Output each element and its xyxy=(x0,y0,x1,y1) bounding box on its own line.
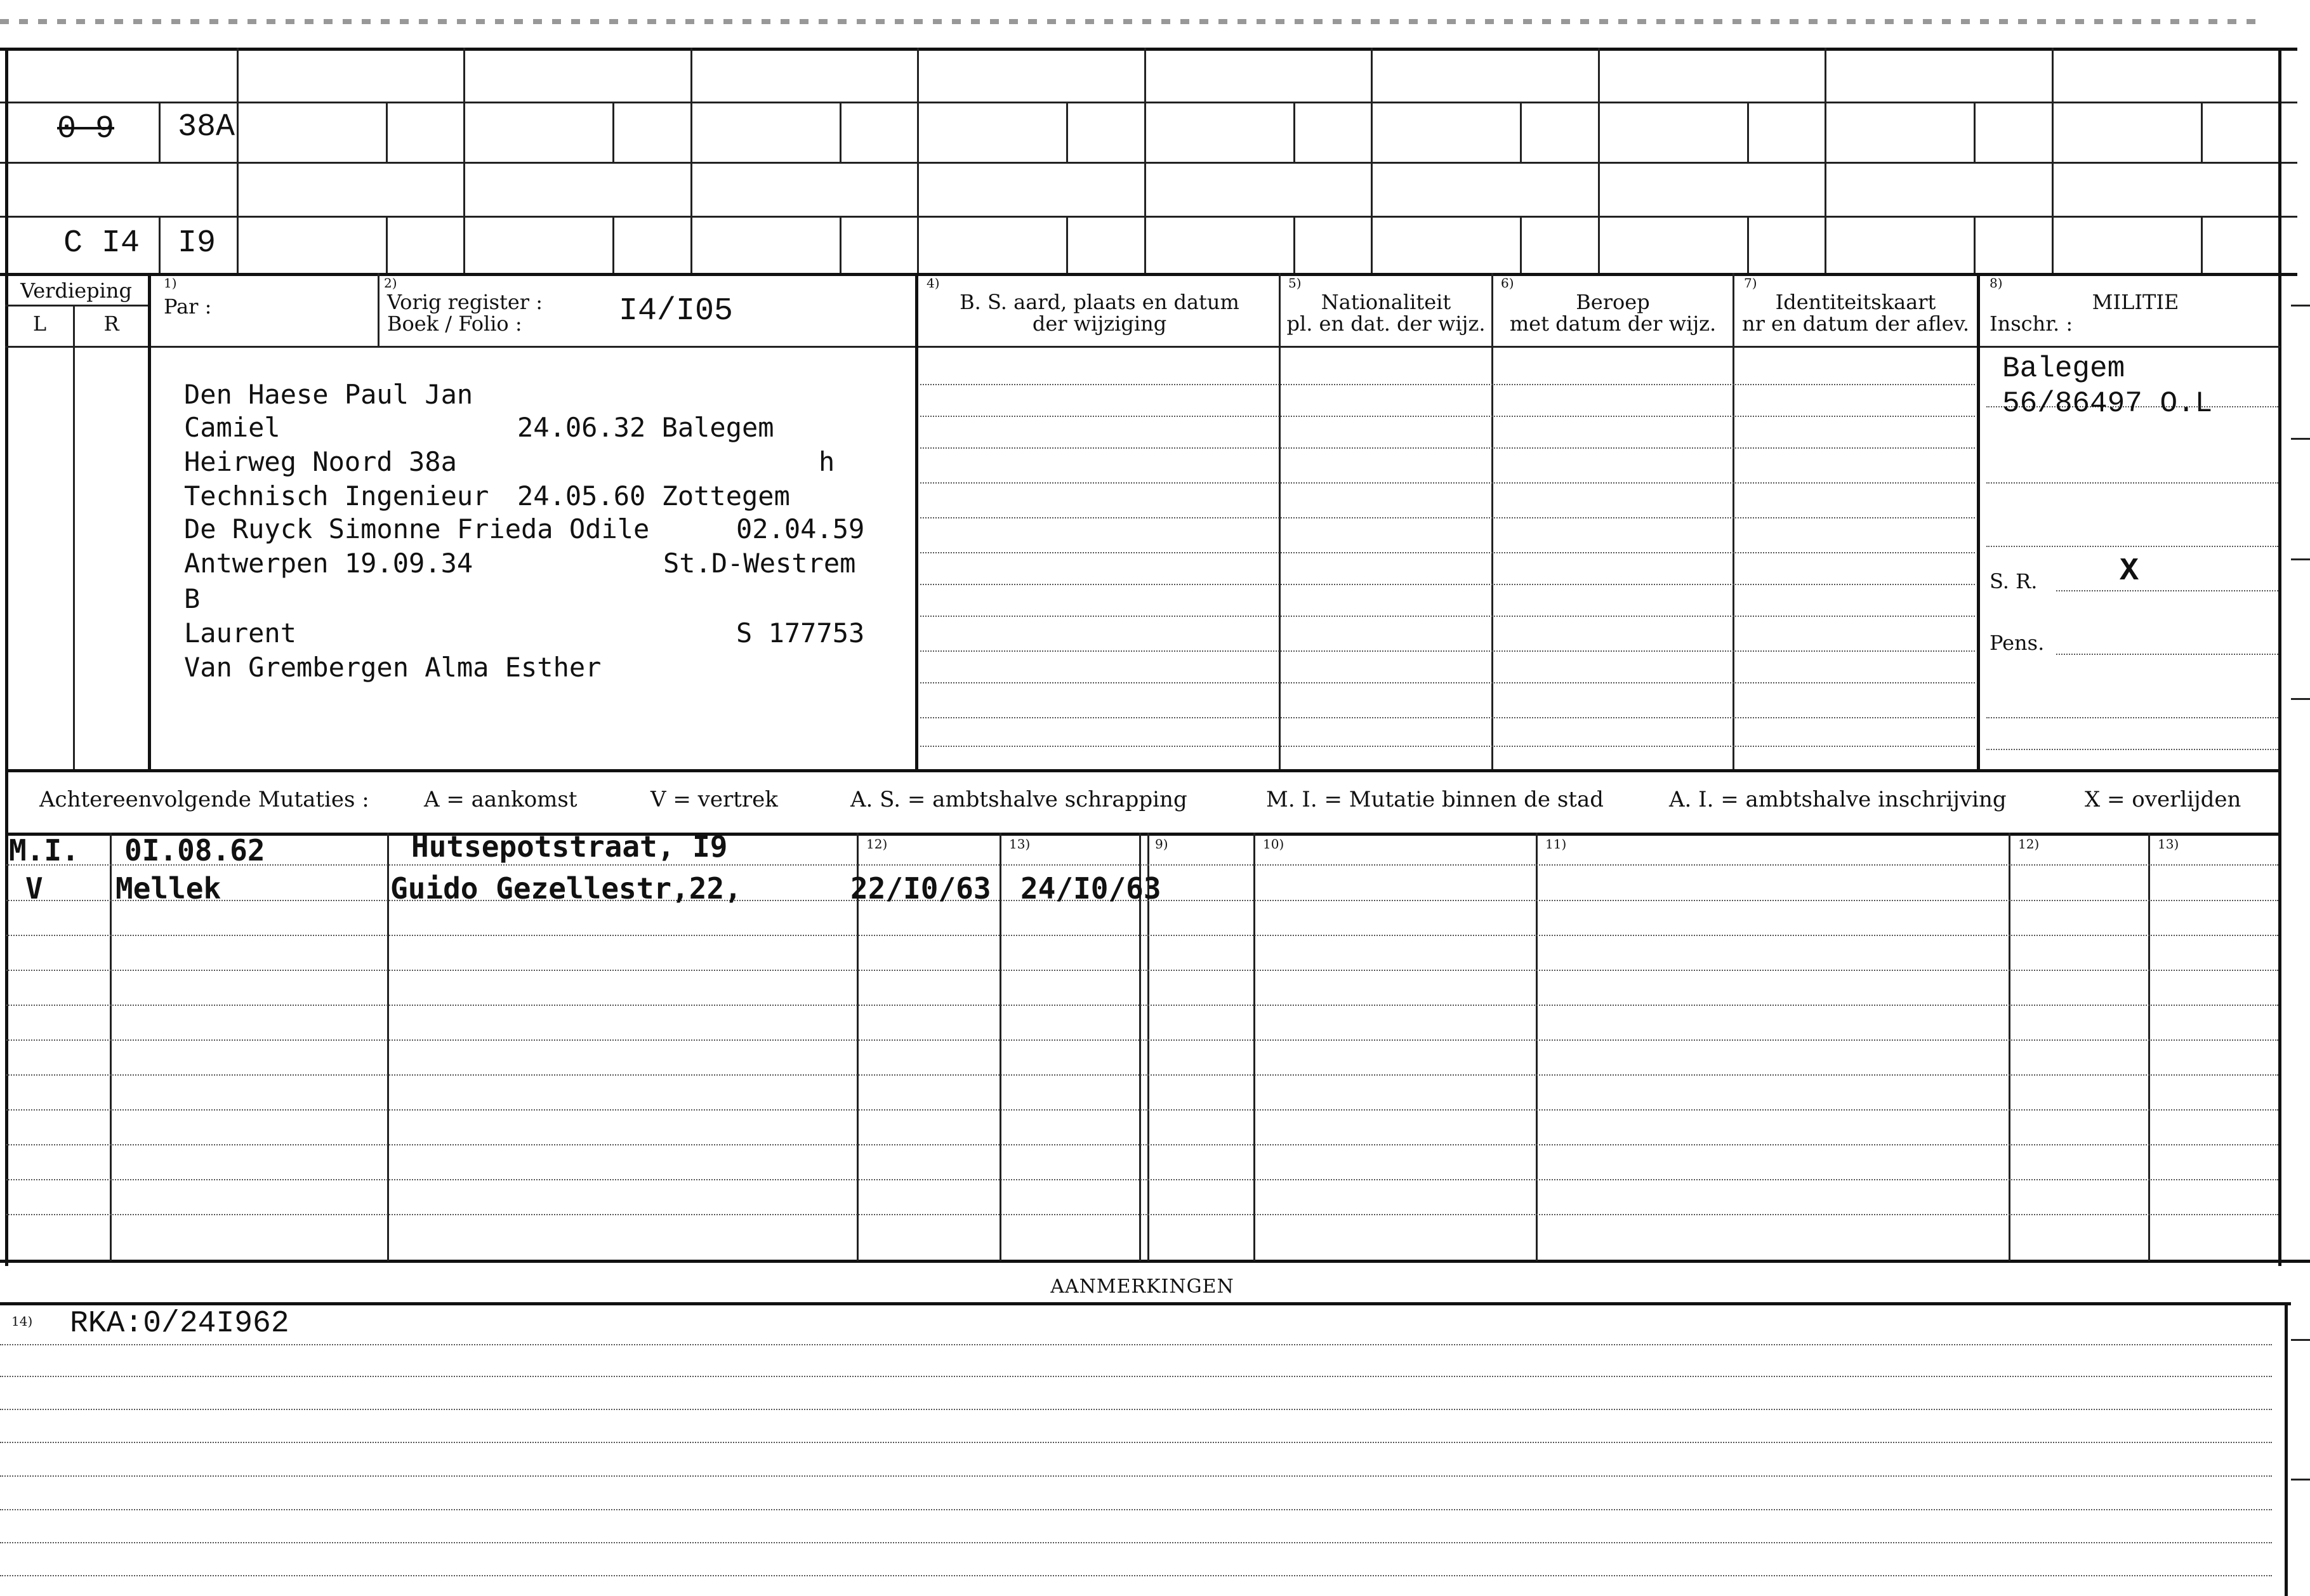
beroep-sublabel: met datum der wijz. xyxy=(1509,312,1717,336)
r-label: R xyxy=(103,312,119,336)
birth-date-place: 24.06.32 Balegem xyxy=(517,412,774,443)
nationaliteit-sublabel: pl. en dat. der wijz. xyxy=(1286,312,1486,336)
legend-a: A = aankomst xyxy=(424,787,578,812)
scan-edge-noise xyxy=(0,19,2259,24)
legend-as: A. S. = ambtshalve schrapping xyxy=(850,787,1187,812)
l-label: L xyxy=(32,312,47,336)
reference-number: S 177753 xyxy=(736,617,865,649)
person-firstname-extra: Camiel xyxy=(184,412,280,443)
field-number-1: 1) xyxy=(164,275,177,291)
spouse-birth: Antwerpen 19.09.34 xyxy=(184,548,473,579)
top-row1-cell1: 0 9 xyxy=(57,111,115,147)
sr-label: S. R. xyxy=(1990,569,2038,593)
sr-value: X xyxy=(2120,553,2139,590)
legend-title: Achtereenvolgende Mutaties : xyxy=(39,787,369,812)
nationaliteit-label: Nationaliteit xyxy=(1321,290,1451,314)
marriage-date: 02.04.59 xyxy=(736,513,865,544)
identiteitskaart-sublabel: nr en datum der aflev. xyxy=(1741,312,1970,336)
mutation-row2-place: Mellek xyxy=(116,871,221,906)
mutation-row2-type: V xyxy=(25,871,43,906)
mutation-row1-type: M.I. xyxy=(9,833,79,867)
field-number-8: 8) xyxy=(1990,275,2003,291)
boek-folio-label: Boek / Folio : xyxy=(387,312,522,336)
inschr-label: Inschr. : xyxy=(1990,312,2073,336)
person-names: Den Haese Paul Jan xyxy=(184,379,473,410)
col-number-11: 11) xyxy=(1545,836,1567,852)
militie-number: 56/86497 O.L xyxy=(2002,387,2213,420)
militie-place: Balegem xyxy=(2002,352,2125,385)
address: Heirweg Noord 38a xyxy=(184,446,457,477)
identiteitskaart-label: Identiteitskaart xyxy=(1775,290,1936,314)
civil-state-mark: h xyxy=(819,446,835,477)
field-number-7: 7) xyxy=(1744,275,1757,291)
verdieping-label: Verdieping xyxy=(20,279,132,303)
top-row1-cell2: 38A xyxy=(178,109,235,145)
militie-label: MILITIE xyxy=(2092,290,2179,314)
mutation-row2-date12: 22/I0/63 xyxy=(850,871,991,906)
profession-date-place: 24.05.60 Zottegem xyxy=(517,480,790,511)
boek-folio-value: I4/I05 xyxy=(619,293,734,329)
legend-x: X = overlijden xyxy=(2085,787,2241,812)
spouse-name: De Ruyck Simonne Frieda Odile xyxy=(184,513,650,544)
field-number-6: 6) xyxy=(1501,275,1514,291)
nationality-code: B xyxy=(184,583,201,614)
legend-v: V = vertrek xyxy=(650,787,778,812)
field-number-4: 4) xyxy=(927,275,940,291)
bs-label-line2: der wijziging xyxy=(1032,312,1167,336)
bs-label-line1: B. S. aard, plaats en datum xyxy=(960,290,1239,314)
col-number-12b: 12) xyxy=(2018,836,2040,852)
col-number-13: 13) xyxy=(1009,836,1031,852)
profession: Technisch Ingenieur xyxy=(184,480,489,511)
legend-mi: M. I. = Mutatie binnen de stad xyxy=(1266,787,1604,812)
top-row2-cell1: C I4 xyxy=(63,225,140,261)
father-name: Laurent xyxy=(184,617,297,649)
mutation-row2-address: Guido Gezellestr,22, xyxy=(390,871,742,906)
par-label: Par : xyxy=(164,294,212,319)
mutation-row1-address: Hutsepotstraat, I9 xyxy=(411,829,728,864)
mutation-row1-date: 0I.08.62 xyxy=(124,833,265,867)
remarks-field-number: 14) xyxy=(11,1314,33,1329)
legend-ai: A. I. = ambtshalve inschrijving xyxy=(1669,787,2007,812)
field-number-2: 2) xyxy=(384,275,397,291)
col-number-9: 9) xyxy=(1155,836,1168,852)
vorig-register-label: Vorig register : xyxy=(387,290,543,314)
field-number-5: 5) xyxy=(1288,275,1302,291)
remarks-text: RKA:0/24I962 xyxy=(70,1307,289,1341)
mutation-row2-date13: 24/I0/63 xyxy=(1020,871,1161,906)
beroep-label: Beroep xyxy=(1576,290,1650,314)
col-number-13b: 13) xyxy=(2158,836,2179,852)
top-row2-cell2: I9 xyxy=(178,225,216,261)
mother-name: Van Grembergen Alma Esther xyxy=(184,652,602,683)
marriage-place: St.D-Westrem xyxy=(663,548,856,579)
remarks-title: AANMERKINGEN xyxy=(1050,1276,1234,1298)
pens-label: Pens. xyxy=(1990,631,2045,655)
col-number-10: 10) xyxy=(1263,836,1284,852)
col-number-12: 12) xyxy=(866,836,888,852)
